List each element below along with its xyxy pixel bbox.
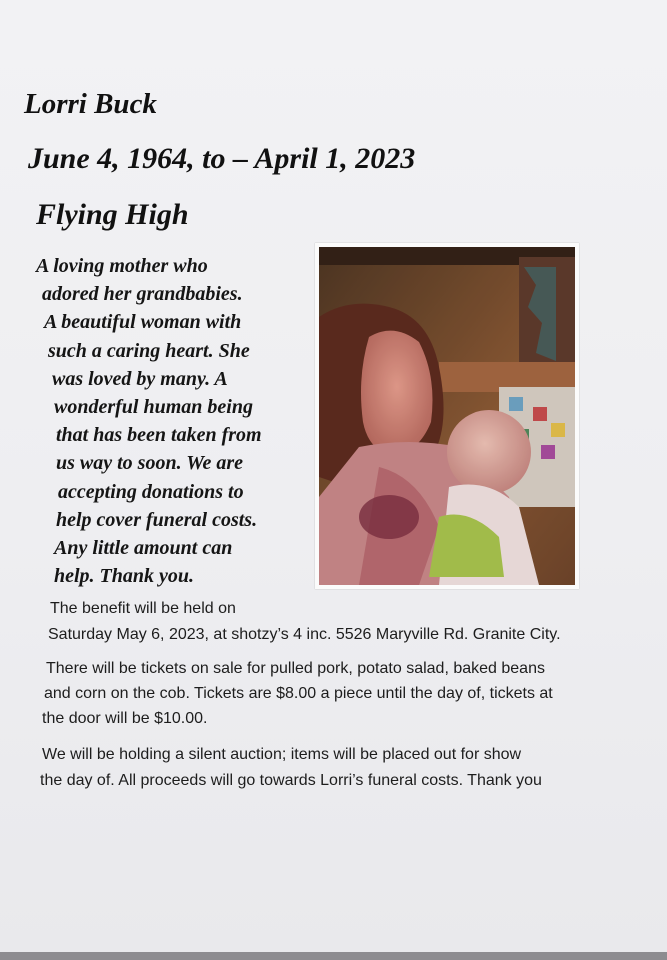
tribute-line: accepting donations to: [58, 480, 244, 503]
memorial-dates: June 4, 1964, to – April 1, 2023: [28, 142, 416, 175]
surface-edge: [0, 952, 667, 960]
tribute-line: was loved by many. A: [52, 367, 228, 390]
tribute-line: help. Thank you.: [54, 565, 195, 588]
tribute-line: A beautiful woman with: [44, 311, 242, 334]
auction-line: We will be holding a silent auction; items will be placed out for show: [42, 746, 522, 763]
tribute-line: wonderful human being: [54, 395, 253, 418]
tribute-line: Any little amount can: [54, 536, 233, 559]
tickets-line: and corn on the cob. Tickets are $8.00 a piece until the day of, tickets at: [44, 685, 553, 702]
memorial-name: Lorri Buck: [24, 88, 157, 120]
photo-mother-with-baby-image: [319, 247, 575, 585]
tribute-line: help cover funeral costs.: [56, 508, 258, 531]
memorial-motto: Flying High: [36, 198, 189, 231]
tickets-line: There will be tickets on sale for pulled pork, potato salad, baked beans: [46, 660, 545, 677]
tribute-line: such a caring heart. She: [48, 339, 250, 362]
tribute-line: us way to soon. We are: [56, 452, 244, 475]
tribute-line: that has been taken from: [56, 424, 262, 447]
auction-line: the day of. All proceeds will go towards Lorri’s funeral costs. Thank you: [40, 772, 542, 789]
tickets-line: the door will be $10.00.: [42, 710, 208, 727]
tribute-line: adored her grandbabies.: [42, 283, 243, 306]
tribute-line: A loving mother who: [36, 255, 208, 277]
benefit-line: Saturday May 6, 2023, at shotzy’s 4 inc. 5526 Maryville Rd. Granite City.: [48, 626, 561, 643]
tribute-text: [36, 252, 326, 590]
benefit-line: The benefit will be held on: [50, 600, 236, 617]
memorial-photo: [315, 243, 579, 589]
